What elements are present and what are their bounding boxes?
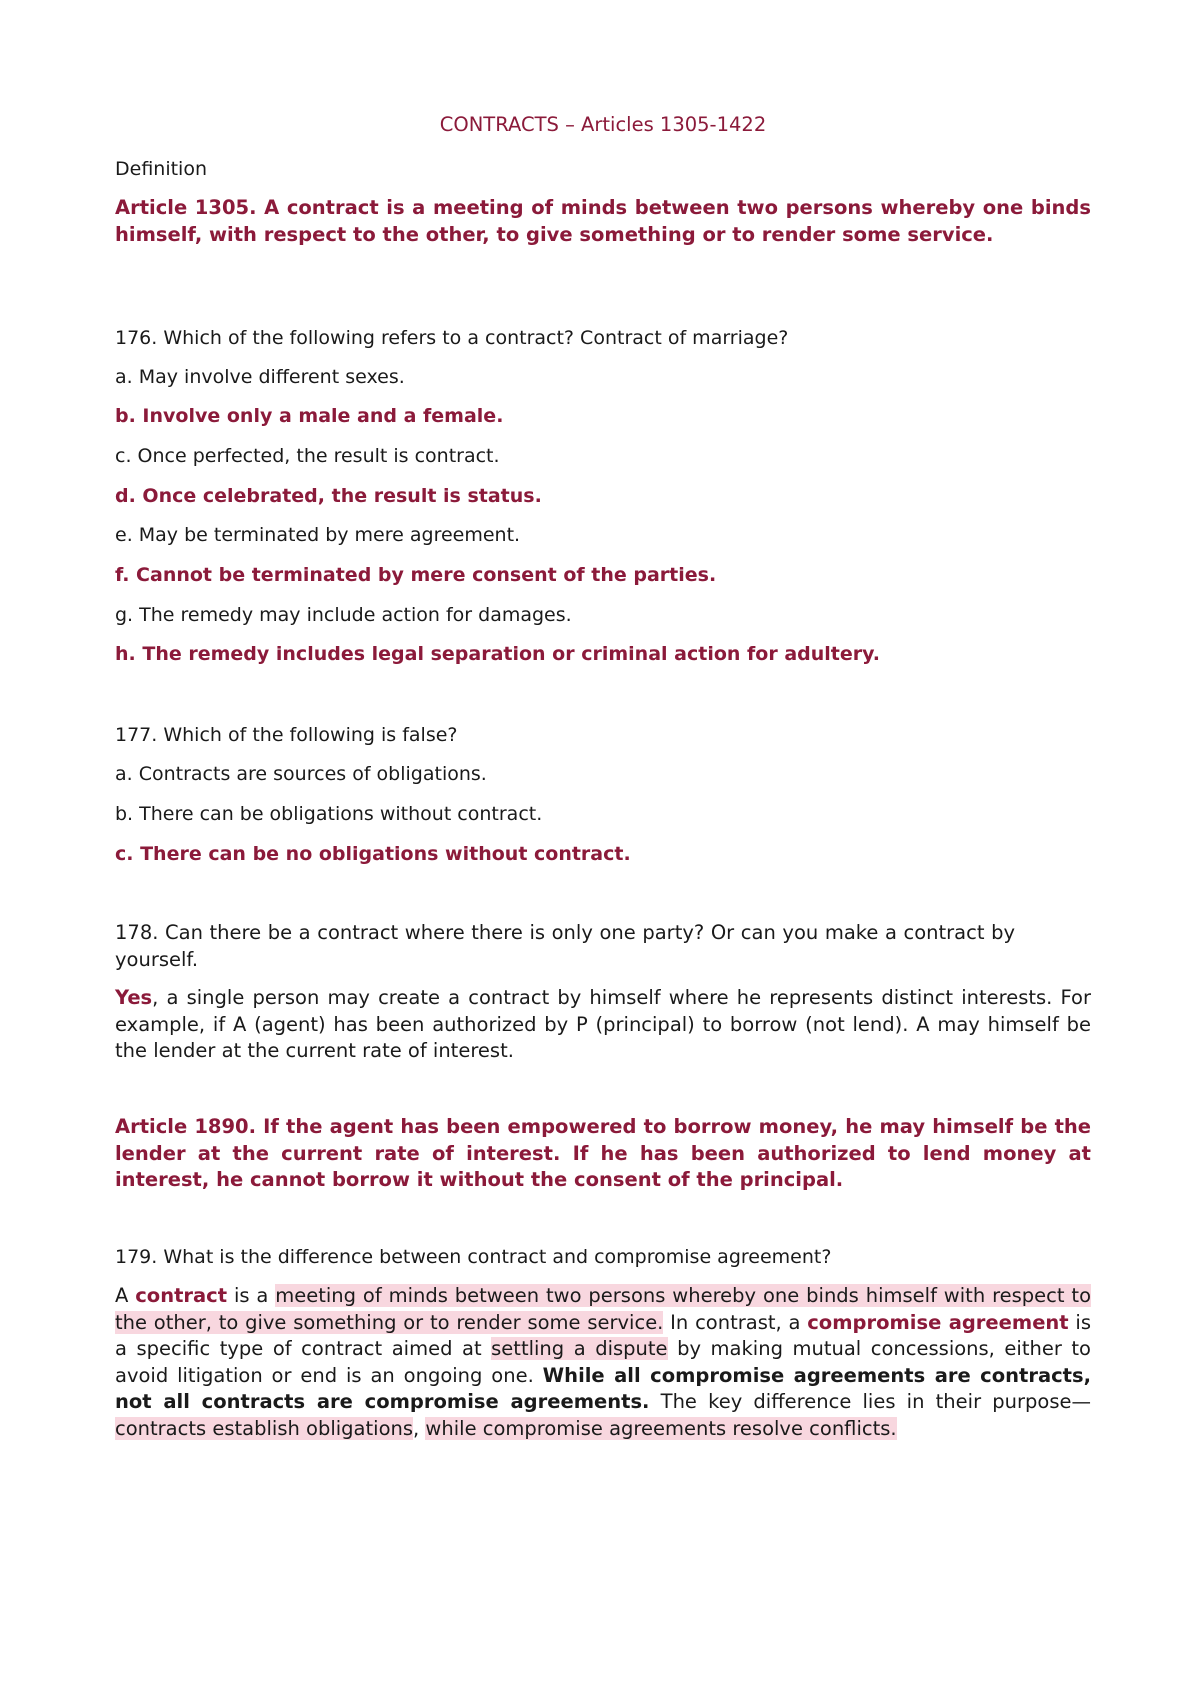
q178-question: 178. Can there be a contract where there is only one party? Or can you make a contract by yourself. — [115, 921, 1015, 971]
definition-heading: Definition — [115, 158, 208, 180]
q179-highlight-dispute: settling a dispute — [491, 1337, 668, 1360]
page-title: CONTRACTS – Articles 1305-1422 — [439, 113, 767, 136]
q176-option-c: c. Once perfected, the result is contract. — [115, 445, 500, 467]
q179-text-4: is a specific type of contract aimed at — [115, 1310, 1092, 1360]
q179-text-7: , — [413, 1416, 426, 1440]
q177-option-a: a. Contracts are sources of obligations. — [115, 763, 487, 785]
q179-question: 179. What is the difference between contract and compromise agreement? — [115, 1246, 832, 1268]
q179-text-3: In contrast, a — [663, 1310, 808, 1334]
q176-option-g: g. The remedy may include action for damages. — [115, 604, 572, 626]
q177-option-b: b. There can be obligations without contract. — [115, 803, 543, 825]
q176-question: 176. Which of the following refers to a contract? Contract of marriage? — [115, 327, 789, 349]
q179-answer — [115, 1283, 1091, 1442]
q179-highlight-obligations: contracts establish obligations — [115, 1416, 414, 1440]
q178-answer-body: , a single person may create a contract by himself where he represents distinct interests. For example, if A (agent) has been authorized by P (principal) to borrow (not lend). A may himself be the lender at the current rate of interest. — [115, 986, 1091, 1062]
q176-option-d: d. Once celebrated, the result is status. — [115, 485, 542, 507]
q177-question: 177. Which of the following is false? — [115, 724, 458, 746]
q176-option-h: h. The remedy includes legal separation or criminal action for adultery. — [115, 643, 880, 665]
q176-option-a: a. May involve different sexes. — [115, 366, 405, 388]
q177-option-c: c. There can be no obligations without contract. — [115, 843, 631, 865]
q179-highlight-definition: meeting of minds between two persons whereby one binds himself with respect to the other, to give something or to render some service. — [115, 1284, 1092, 1334]
article-1305-label: Article 1305. — [115, 196, 257, 219]
q178-answer — [115, 985, 1091, 1065]
q179-bold-sentence: While all compromise agreements are contracts, not all contracts are compromise agreements. — [115, 1363, 1091, 1413]
q179-compromise-term: compromise agreement — [807, 1310, 1069, 1334]
q179-text-6: The key difference lies in their purpose— — [649, 1390, 1091, 1413]
article-1890-label: Article 1890. — [115, 1115, 257, 1138]
article-1890-text: If the agent has been empowered to borrow money, he may himself be the lender at the current rate of interest. If he has been authorized to lend money at interest, he cannot borrow it without the consent of the principal. — [115, 1115, 1091, 1191]
q179-text-1: A — [115, 1284, 136, 1307]
q179-contract-term: contract — [135, 1284, 228, 1307]
q178-answer-lead: Yes — [115, 986, 153, 1009]
q179-text-5: by making mutual concessions, either to avoid litigation or end is an ongoing one. — [115, 1337, 1091, 1387]
article-1305 — [115, 195, 1091, 248]
q176-option-e: e. May be terminated by mere agreement. — [115, 524, 521, 546]
q179-text-2: is a — [227, 1284, 276, 1307]
q176-option-f: f. Cannot be terminated by mere consent of the parties. — [115, 564, 717, 586]
q179-highlight-conflicts: while compromise agreements resolve conflicts. — [425, 1416, 897, 1440]
article-1890 — [115, 1114, 1091, 1194]
article-1305-text: A contract is a meeting of minds between two persons whereby one binds himself, with respect to the other, to give something or to render some service. — [115, 196, 1091, 246]
q176-option-b: b. Involve only a male and a female. — [115, 405, 504, 427]
